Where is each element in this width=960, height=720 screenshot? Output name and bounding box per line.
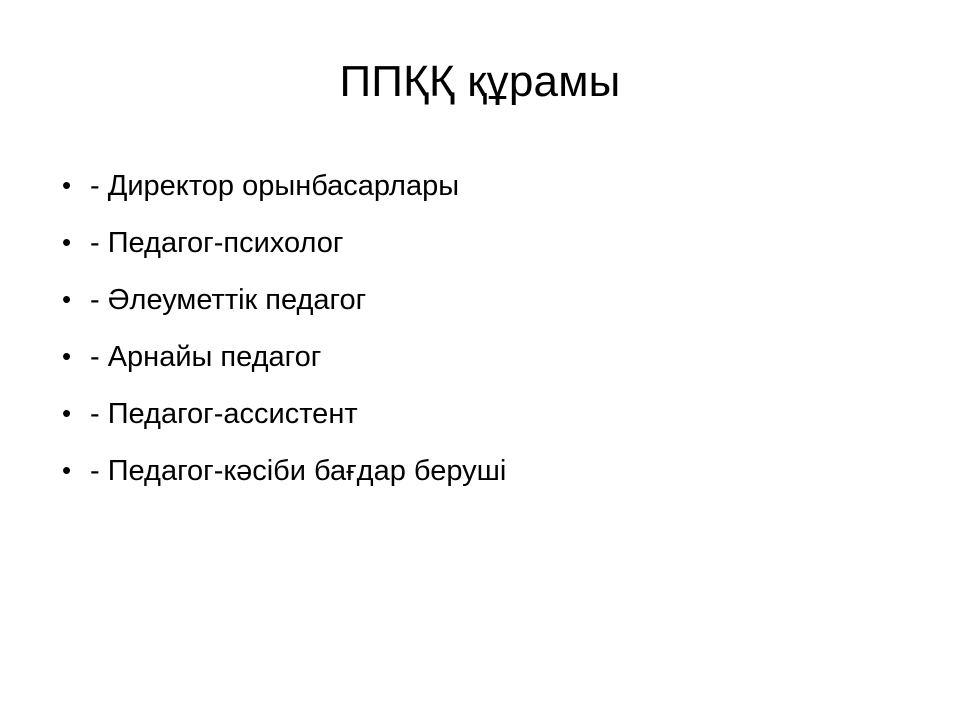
bullet-point-icon: • — [62, 170, 72, 200]
list-item-label: - Әлеуметтік педагог — [90, 284, 367, 316]
list-item — [52, 286, 912, 315]
list-item-label: - Педагог-психолог — [90, 227, 344, 259]
bullet-point-icon: • — [62, 455, 72, 485]
list-item-label: - Педагог-ассистент — [90, 398, 358, 430]
bullet-point-icon: • — [62, 227, 72, 257]
bullet-point-icon: • — [62, 284, 72, 314]
page-title: ППҚҚ құрамы — [339, 57, 621, 106]
list-item — [52, 457, 912, 486]
list-item — [52, 229, 912, 258]
list-item-label: - Арнайы педагог — [90, 341, 322, 373]
list-item — [52, 400, 912, 429]
bullet-point-icon: • — [62, 341, 72, 371]
list-item — [52, 172, 912, 201]
bullet-point-icon: • — [62, 398, 72, 428]
bullet-list — [52, 172, 912, 514]
list-item-label: - Педагог-кәсіби бағдар беруші — [90, 455, 507, 487]
list-item-label: - Директор орынбасарлары — [90, 170, 460, 202]
list-item — [52, 343, 912, 372]
